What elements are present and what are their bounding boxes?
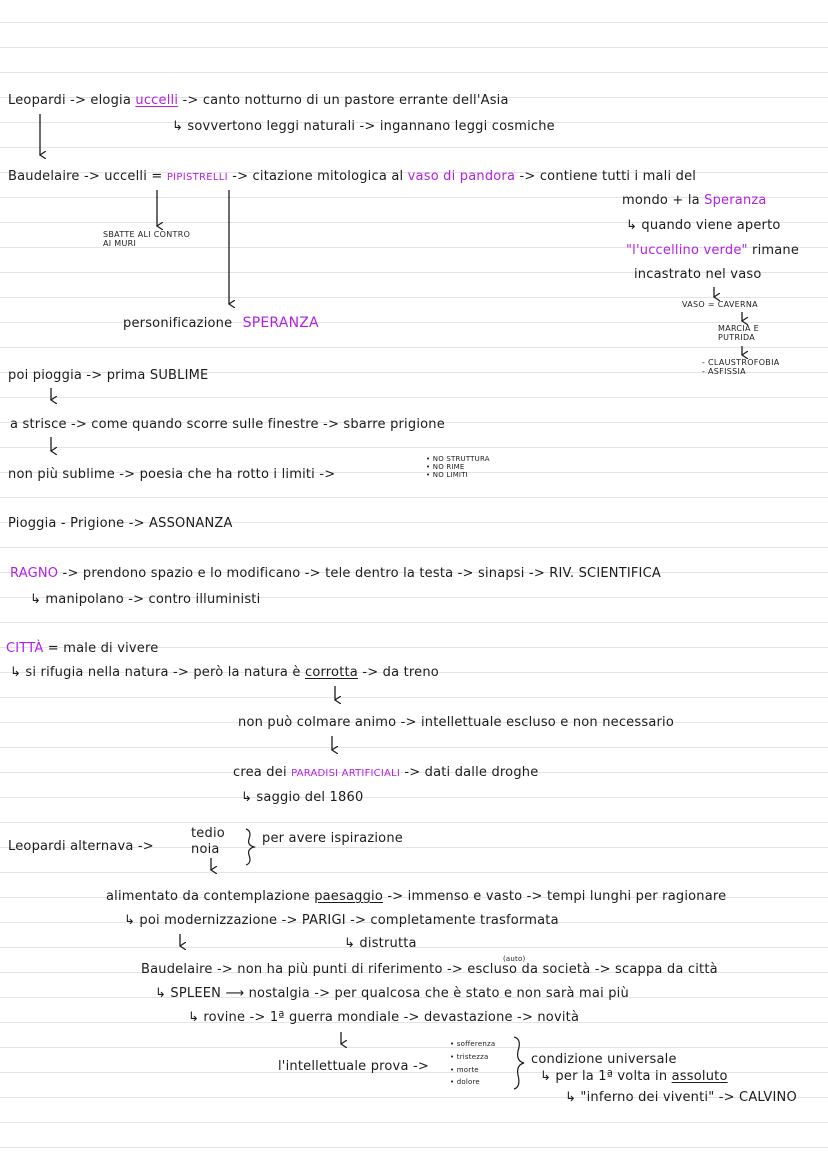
line-alimentato: alimentato da contemplazione paesaggio -> immenso e vasto -> tempi lunghi per ragionare [106,889,727,904]
word-tedio: tedio [191,826,225,841]
line-assonanza: Pioggia - Prigione -> ASSONANZA [8,516,233,531]
line-rovine: ↳ rovine -> 1ª guerra mondiale -> devastazione -> novità [188,1010,580,1025]
line-spleen: ↳ SPLEEN ⟶ nostalgia -> per qualcosa che è stato e non sarà mai più [155,986,629,1001]
vaso-caverna: VASO = CAVERNA [682,300,758,309]
line-manipolano: ↳ manipolano -> contro illuministi [30,592,261,607]
line-sovvertono: ↳ sovvertono leggi naturali -> ingannano leggi cosmiche [172,119,555,134]
prova-morte: • morte [450,1066,479,1074]
line-pioggia: poi pioggia -> prima SUBLIME [8,368,209,383]
line-non-sublime: non più sublime -> poesia che ha rotto i limiti -> [8,467,336,482]
vaso-marcia: MARCIA E [718,324,759,333]
line-citta: CITTÀ = male di vivere [6,641,159,656]
line-ragno: RAGNO -> prendono spazio e lo modificano -> tele dentro la testa -> sinapsi -> RIV. SCIENTIFICA [10,566,661,581]
line-personificazione: personificazione SPERANZA [123,315,319,331]
line-ispirazione: per avere ispirazione [262,831,403,846]
line-prima-volta: ↳ per la 1ª volta in assoluto [540,1069,728,1084]
vaso-claustrofobia: - CLAUSTROFOBIA [702,358,780,367]
line-inferno: ↳ "inferno dei viventi" -> CALVINO [565,1090,797,1105]
no-rime: • NO RIME [426,463,465,471]
prova-dolore: • dolore [450,1078,480,1086]
line-quando-aperto: ↳ quando viene aperto [626,218,781,233]
prova-sofferenza: • sofferenza [450,1040,496,1048]
note-auto: (auto) [503,955,526,963]
line-leopardi: Leopardi -> elogia uccelli -> canto notturno di un pastore errante dell'Asia [8,93,509,108]
line-paradisi: crea dei PARADISI ARTIFICIALI -> dati dalle droghe [233,765,539,780]
sbatte-note-2: AI MURI [103,239,137,248]
brace-sofferenza [514,1037,524,1089]
line-baudelaire-riferimento: Baudelaire -> non ha più punti di riferimento -> escluso da società -> scappa da città [141,962,718,977]
brace-tedio-noia [246,829,254,865]
line-mondo: mondo + la Speranza [622,193,767,208]
line-incastrato: incastrato nel vaso [634,267,762,282]
line-modernizzazione: ↳ poi modernizzazione -> PARIGI -> completamente trasformata [124,913,559,928]
sbatte-note-1: SBATTE ALI CONTRO [103,230,191,239]
line-condizione: condizione universale [531,1052,677,1067]
vaso-asfissia: - ASFISSIA [702,367,746,376]
line-prova: l'intellettuale prova -> [278,1059,429,1074]
no-struttura: • NO STRUTTURA [426,455,490,463]
line-rifugia: ↳ si rifugia nella natura -> però la natura è corrotta -> da treno [10,665,439,680]
prova-tristezza: • tristezza [450,1053,489,1061]
word-noia: noia [191,842,220,857]
no-limiti: • NO LIMITI [426,471,468,479]
vaso-putrida: PUTRIDA [718,333,756,342]
line-saggio: ↳ saggio del 1860 [241,790,364,805]
line-baudelaire: Baudelaire -> uccelli = PIPISTRELLI -> citazione mitologica al vaso di pandora -> contiene tutti i mali del [8,169,697,184]
line-strisce: a strisce -> come quando scorre sulle finestre -> sbarre prigione [10,417,445,432]
line-colmare: non può colmare animo -> intellettuale escluso e non necessario [238,715,674,730]
line-uccellino-verde: "l'uccellino verde" rimane [626,243,800,258]
line-alternava: Leopardi alternava -> [8,839,154,854]
line-distrutta: ↳ distrutta [344,936,417,951]
